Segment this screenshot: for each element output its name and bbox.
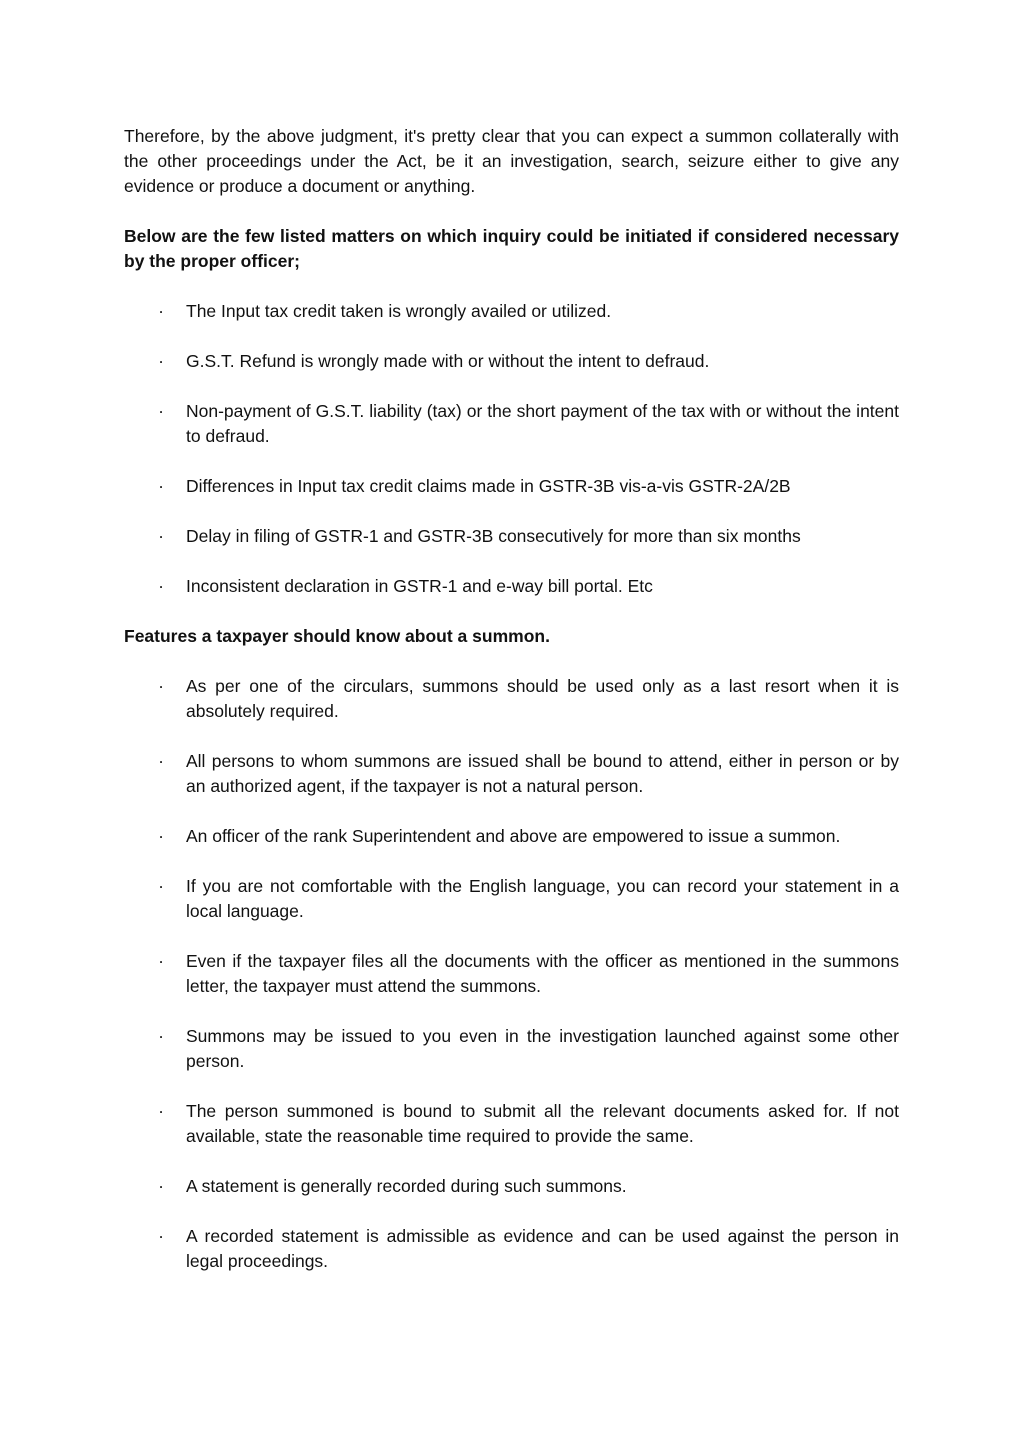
bullet-icon: · [158, 476, 164, 496]
bullet-icon: · [158, 826, 164, 846]
list-item [124, 349, 899, 374]
bullet-icon: · [158, 401, 164, 421]
list-item-text: As per one of the circulars, summons should be used only as a last resort when it is absolutely required. [186, 676, 899, 721]
list-item [124, 874, 899, 924]
bullet-icon: · [158, 1226, 164, 1246]
list-item [124, 1024, 899, 1074]
inquiry-matters-list [124, 299, 899, 599]
list-item-text: Non-payment of G.S.T. liability (tax) or the short payment of the tax with or without the intent to defraud. [186, 401, 899, 446]
list-item-text: The Input tax credit taken is wrongly availed or utilized. [186, 301, 612, 321]
list-item-text: Inconsistent declaration in GSTR-1 and e-way bill portal. Etc [186, 576, 653, 596]
list-item-text: An officer of the rank Superintendent and above are empowered to issue a summon. [186, 826, 841, 846]
list-item-text: A recorded statement is admissible as evidence and can be used against the person in legal proceedings. [186, 1226, 899, 1271]
list-item [124, 1224, 899, 1274]
bullet-icon: · [158, 1101, 164, 1121]
list-item-text: Even if the taxpayer files all the documents with the officer as mentioned in the summons letter, the taxpayer must attend the summons. [186, 951, 899, 996]
list-item-text: Summons may be issued to you even in the investigation launched against some other person. [186, 1026, 899, 1071]
bullet-icon: · [158, 526, 164, 546]
intro-paragraph: Therefore, by the above judgment, it's pretty clear that you can expect a summon collaterally with the other proceedings under the Act, be it an investigation, search, seizure either to give any evidence or produce a document or anything. [124, 126, 899, 196]
list-item [124, 574, 899, 599]
list-item-text: All persons to whom summons are issued shall be bound to attend, either in person or by an authorized agent, if the taxpayer is not a natural person. [186, 751, 899, 796]
bullet-icon: · [158, 1176, 164, 1196]
bullet-icon: · [158, 351, 164, 371]
section-heading-summon-features: Features a taxpayer should know about a summon. [124, 626, 550, 646]
list-item-text: G.S.T. Refund is wrongly made with or without the intent to defraud. [186, 351, 710, 371]
bullet-icon: · [158, 676, 164, 696]
list-item [124, 1099, 899, 1149]
list-item [124, 1174, 899, 1199]
list-item-text: If you are not comfortable with the English language, you can record your statement in a local language. [186, 876, 899, 921]
bullet-icon: · [158, 876, 164, 896]
bullet-icon: · [158, 301, 164, 321]
section-heading-inquiry-matters: Below are the few listed matters on which inquiry could be initiated if considered necessary by the proper officer; [124, 226, 899, 271]
summon-features-list [124, 674, 899, 1274]
list-item [124, 299, 899, 324]
list-item [124, 474, 899, 499]
bullet-icon: · [158, 751, 164, 771]
list-item-text: Differences in Input tax credit claims made in GSTR-3B vis-a-vis GSTR-2A/2B [186, 476, 791, 496]
list-item [124, 949, 899, 999]
list-item [124, 674, 899, 724]
list-item [124, 524, 899, 549]
list-item [124, 749, 899, 799]
list-item [124, 399, 899, 449]
bullet-icon: · [158, 951, 164, 971]
list-item-text: The person summoned is bound to submit all the relevant documents asked for. If not available, state the reasonable time required to provide the same. [186, 1101, 899, 1146]
list-item-text: A statement is generally recorded during such summons. [186, 1176, 627, 1196]
list-item [124, 824, 899, 849]
list-item-text: Delay in filing of GSTR-1 and GSTR-3B consecutively for more than six months [186, 526, 801, 546]
document-page [124, 124, 899, 1299]
bullet-icon: · [158, 576, 164, 596]
bullet-icon: · [158, 1026, 164, 1046]
